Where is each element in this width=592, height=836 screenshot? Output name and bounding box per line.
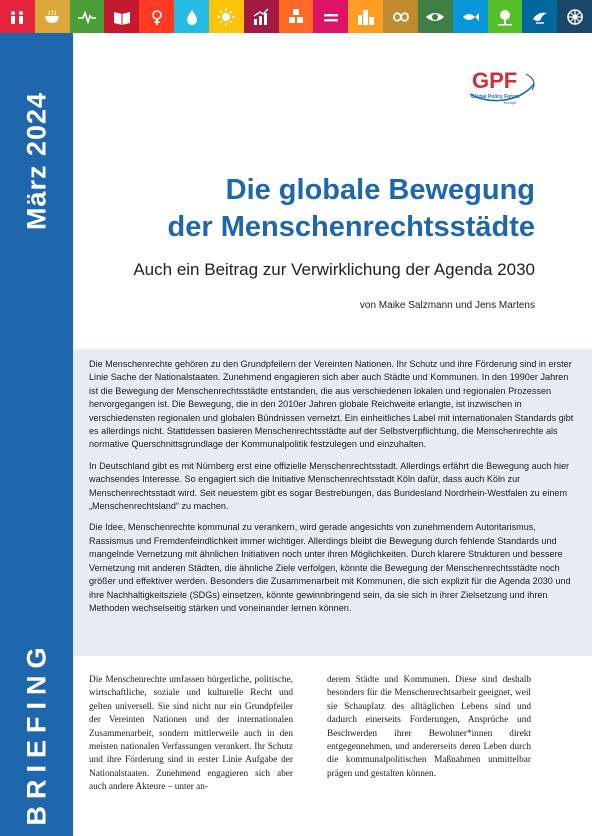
sidebar [0,33,73,836]
partnership-wheel-icon [565,7,585,27]
logo-text: GPF [472,68,518,93]
summary-paragraph-2: In Deutschland gibt es mit Nürnberg erst eine offizielle Menschenrechtsstadt. Allerdings erfährt die Bewegung auch hier wachsendes Interesse. So engagiert sich die Initiative Menschenrechtsstadt Köln dafür, dass auch Köln zur Menschenrechtsstadt wird. Seit neuestem gibt es sogar Bestrebungen, das Bundesland Nordrhein-Westfalen zu einem „Menschenrechtsland“ zu machen. [89,460,570,512]
sdg-tile [209,0,244,33]
sdg-tile [35,0,70,33]
sdg-tile [279,0,314,33]
sdg-tile [313,0,348,33]
hunger-bowl-icon [42,7,62,27]
logo-subtitle: Global Policy Forum [471,94,520,100]
document-title [95,172,535,246]
sdg-tile [557,0,592,33]
sdg-tile [383,0,418,33]
authors: von Maike Salzmann und Jens Martens [359,300,535,311]
body-column-right: derem Städte und Kommunen. Diese sind deshalb besonders für die Menschenrechtsarbeit geeignet, weil sie Schauplatz des alltäglichen Lebens sind und dadurch einerseits Forderungen, Ansprüche und Beschwerden ihrer Bewohner*innen direkt entgegennehmen, und andererseits deren Leben durch die kommunalpolitischen Maßnahmen unmittelbar prägen und gestalten können. [327,675,531,779]
education-book-icon [112,7,132,27]
summary-box [73,349,592,656]
document-subtitle: Auch ein Beitrag zur Verwirklichung der Agenda 2030 [133,260,535,279]
inequality-equal-icon [321,7,341,27]
logo-region: europe [504,100,517,105]
peace-dove-icon [530,7,550,27]
summary-text [89,358,577,623]
growth-chart-icon [251,7,271,27]
sdg-tile [244,0,279,33]
energy-sun-icon [216,7,236,27]
summary-paragraph-1: Die Menschenrechte gehören zu den Grundpfeilern der Vereinten Nationen. Ihr Schutz und ihre Förderung sind in erster Linie Sache der Nationalstaaten. Zunehmend engagieren sich aber auch Städte und Kommunen. In den 1990er Jahren ist die Bewegung der Menschenrechtsstädte entstanden, die aus verschiedenen lokalen und regionalen Prozessen hervorgegangen ist. Die Bewegung, die in den 2010er Jahren globale Reichweite erlangte, ist inzwischen in verschiedensten regionalen und globalen Bündnissen vernetzt. Ein einheitliches Label mit internationalen Standards gibt es allerdings nicht. Stattdessen basieren Menschenrechtsstädte auf der Selbstverpflichtung, die Menschenrechte als normative Querschnittsgrundlage der Kommunalpolitik festzulegen und einzuhalten. [89,359,574,450]
life-on-land-tree-icon [495,7,515,27]
sdg-tile [104,0,139,33]
life-below-water-fish-icon [460,7,480,27]
issue-date: März 2024 [21,91,52,231]
gpf-logo [466,70,538,110]
gender-equality-icon [147,7,167,27]
sdg-tile [488,0,523,33]
sdg-tile [70,0,105,33]
publication-type-label: BRIEFING [21,640,52,826]
sdg-tile [453,0,488,33]
consumption-infinity-icon [391,7,411,27]
health-heartbeat-icon [77,7,97,27]
climate-eye-icon [425,7,445,27]
title-line-2: der Menschenrechtsstädte [167,211,535,243]
sdg-tile [174,0,209,33]
sdg-tile [418,0,453,33]
sdg-tile [139,0,174,33]
summary-paragraph-3: Die Idee, Menschenrechte kommunal zu verankern, wird gerade angesichts von zunehmendem Autoritarismus, Rassismus und Fremdenfeindlichkeit immer wichtiger. Allerdings bleibt die Bewegung durch fehlende Standards und mangelnde Vernetzung mit ähnlichen Initiativen noch unter ihren Möglichkeiten. Durch klarere Strukturen und bessere Vernetzung mit anderen Städten, die ähnliche Ziele verfolgen, könnte die Bewegung der Menschenrechtsstädte noch größer und effektiver werden. Besonders die Zusammenarbeit mit Kommunen, die sich explizit für die Agenda 2030 und ihre Nachhaltigkeitsziele (SDGs) einsetzen, könnte gewinnbringend sein, da sie sich in ihrer Zielsetzung und ihren Methoden wechselseitig stärken und voneinander lernen können. [89,522,571,613]
sdg-tile [348,0,383,33]
title-line-1: Die globale Bewegung [225,174,535,206]
sdg-tile [522,0,557,33]
body-column-left: Die Menschenrechte umfassen bürgerliche, politische, wirtschaftliche, soziale und kulturelle Recht und gelten universell. Sie sind nicht nur ein Grundpfeiler der Vereinten Nationen und der internationalen Zusammenarbeit, sondern mittlerweile auch in den meisten nationalen Verfassungen verankert. Ihr Schutz und ihre Förderung sind in erster Linie Aufgabe der Nationalstaaten. Zunehmend engagieren sich aber auch andere Akteure – unter an- [89,675,293,793]
sdg-tile [0,0,35,33]
sdg-strip [0,0,592,33]
water-drop-icon [182,7,202,27]
city-buildings-icon [356,7,376,27]
poverty-family-icon [7,7,27,27]
industry-cubes-icon [286,7,306,27]
